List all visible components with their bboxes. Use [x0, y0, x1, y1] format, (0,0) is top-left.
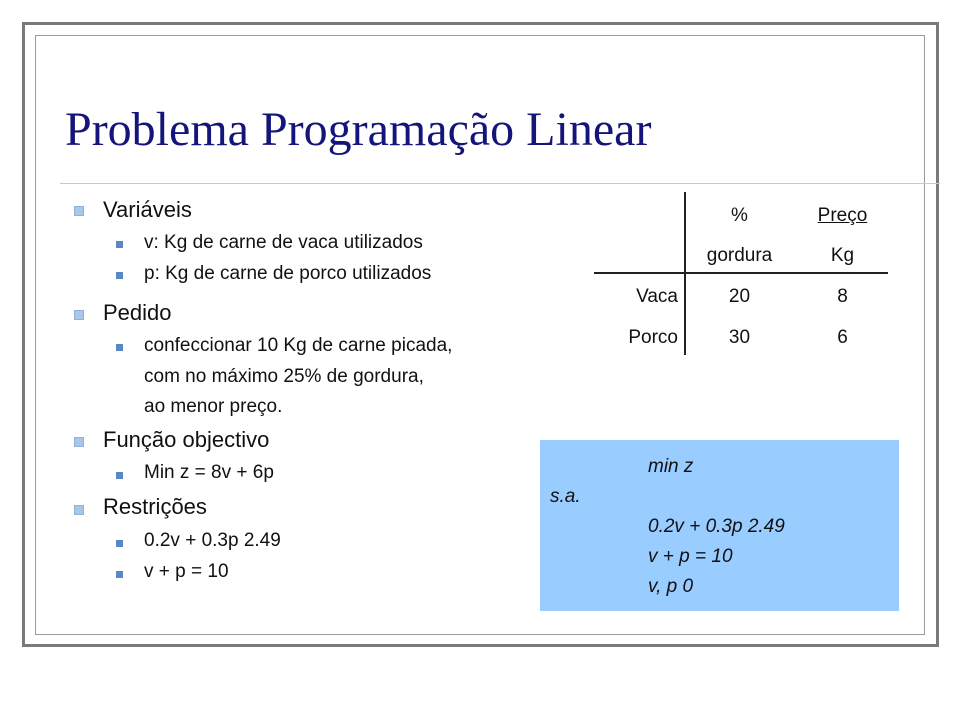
sub-bullet-square-icon — [116, 540, 123, 547]
model-constraint-3: v, p 0 — [648, 576, 694, 597]
restriction-1: 0.2v + 0.3p 2.49 — [144, 530, 281, 551]
restriction-2: v + p = 10 — [144, 561, 229, 582]
sub-bullet-square-icon — [116, 571, 123, 578]
row-label-porco: Porco — [628, 327, 678, 348]
bullet-square-icon — [74, 437, 84, 447]
header-kg: Kg — [830, 245, 855, 266]
bullet-pedido: Pedido — [103, 300, 172, 325]
model-objective: min z — [648, 456, 694, 477]
sub-bullet-square-icon — [116, 344, 123, 351]
header-percent: % — [731, 205, 748, 226]
sub-bullet-v: v: Kg de carne de vaca utilizados — [144, 232, 423, 253]
row-label-vaca: Vaca — [636, 286, 678, 307]
bullet-square-icon — [74, 505, 84, 515]
sub-bullet-square-icon — [116, 472, 123, 479]
objective-function: Min z = 8v + 6p — [144, 462, 274, 483]
bullet-square-icon — [74, 310, 84, 320]
model-constraint-1: 0.2v + 0.3p 2.49 — [648, 516, 785, 537]
bullet-funcao-objectivo: Função objectivo — [103, 427, 270, 452]
cell-vaca-gordura: 20 — [728, 286, 751, 307]
header-gordura: gordura — [706, 245, 773, 266]
cell-vaca-preco: 8 — [837, 286, 848, 307]
pedido-line-2: com no máximo 25% de gordura, — [144, 366, 424, 387]
model-constraint-2: v + p = 10 — [648, 546, 733, 567]
sub-bullet-square-icon — [116, 241, 123, 248]
sub-bullet-p: p: Kg de carne de porco utilizados — [144, 263, 432, 284]
bullet-restricoes: Restrições — [103, 494, 207, 519]
cell-porco-preco: 6 — [837, 327, 848, 348]
header-preco: Preço — [817, 205, 868, 226]
model-subject-to: s.a. — [550, 486, 581, 507]
pedido-line-3: ao menor preço. — [144, 396, 283, 417]
sub-bullet-square-icon — [116, 272, 123, 279]
slide-title: Problema Programação Linear — [65, 103, 652, 156]
bullet-variaveis: Variáveis — [103, 197, 192, 222]
table-header-rule — [594, 272, 888, 274]
lp-model-box — [540, 440, 899, 611]
title-divider — [60, 183, 940, 184]
cell-porco-gordura: 30 — [728, 327, 751, 348]
bullet-square-icon — [74, 206, 84, 216]
pedido-line-1: confeccionar 10 Kg de carne picada, — [144, 335, 453, 356]
